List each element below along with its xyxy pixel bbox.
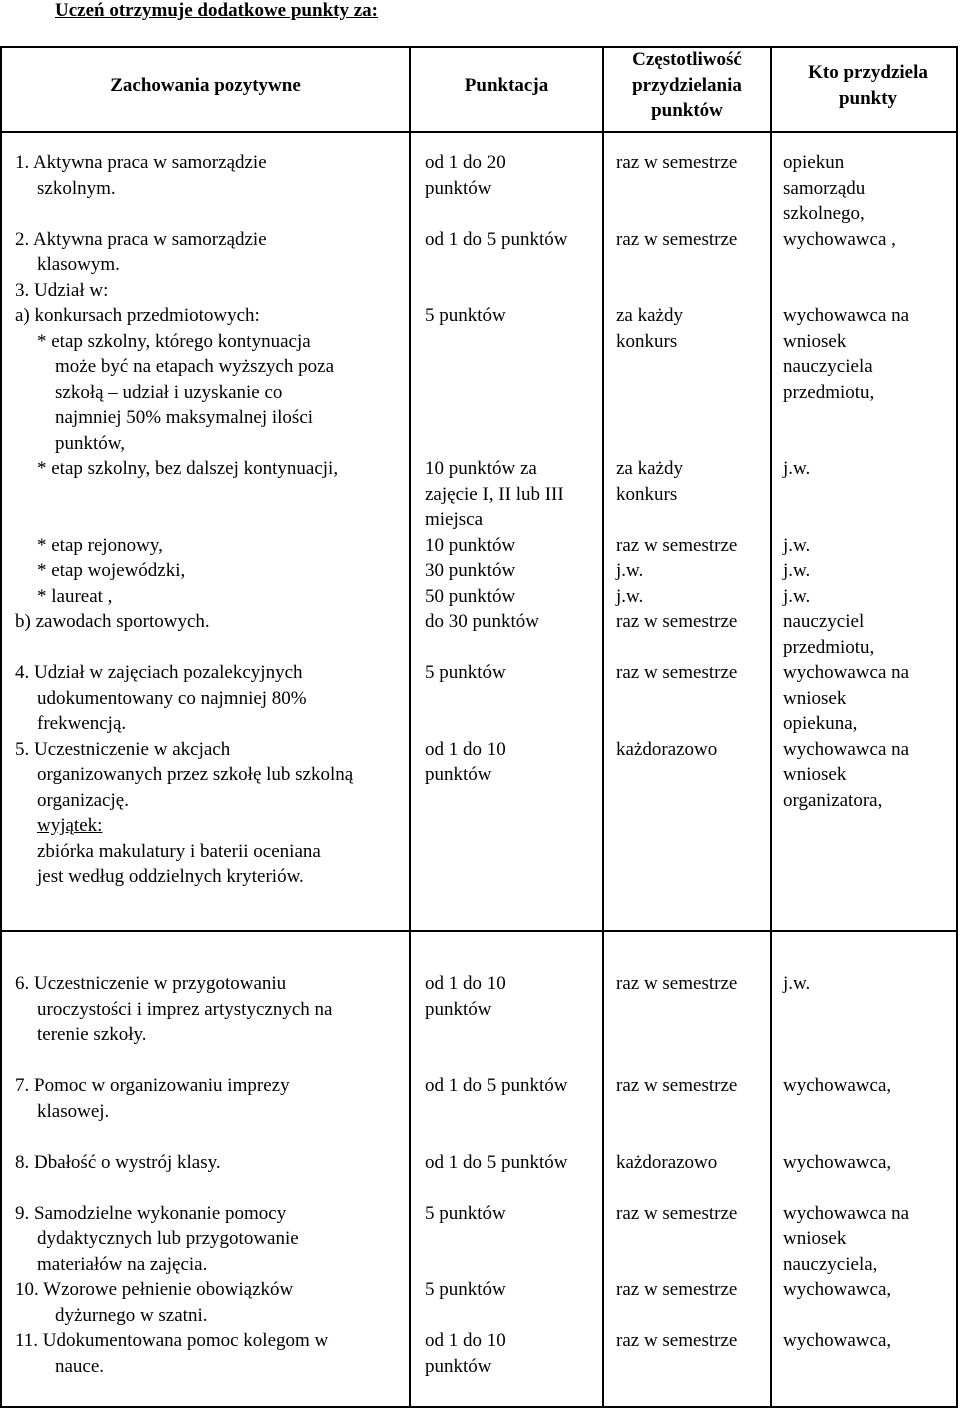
cell-line: * etap szkolny, którego kontynuacja <box>37 330 311 352</box>
cell-line: * etap wojewódzki, <box>37 560 186 581</box>
cell-line: punktów, <box>55 432 126 454</box>
cell-line: wychowawca, <box>783 1330 892 1351</box>
cell-line: 30 punktów <box>425 560 516 581</box>
cell-line <box>616 997 737 1023</box>
cell-line: najmniej 50% maksymalnej ilości <box>55 407 314 428</box>
cell-line: a) konkursach przedmiotowych: <box>15 305 260 326</box>
cell-line <box>425 1175 568 1201</box>
cell-line: b) zawodach sportowych. <box>15 611 210 632</box>
cell-line: szkołą – udział i uzyskanie co <box>55 381 283 403</box>
cell-line: 3. Udział w: <box>15 279 109 301</box>
cell-line: wychowawca, <box>783 1279 892 1300</box>
header-frequency: Częstotliwość przydzielania punktów <box>632 49 742 121</box>
section2-who <box>783 971 909 1354</box>
page-title: Uczeń otrzymuje dodatkowe punkty za: <box>55 0 378 21</box>
cell-line <box>425 1048 568 1074</box>
cell-line <box>425 1099 568 1125</box>
cell-line <box>616 278 737 304</box>
section2-frequency <box>616 971 737 1354</box>
cell-line: każdorazowo <box>616 738 718 760</box>
cell-line <box>616 380 737 406</box>
cell-line <box>15 635 353 661</box>
section-divider <box>0 930 958 932</box>
cell-line: jest według oddzielnych kryteriów. <box>37 866 304 887</box>
cell-line: terenie szkoły. <box>37 1024 147 1045</box>
cell-line: dyżurnego w szatni. <box>55 1304 208 1326</box>
cell-line: 7. Pomoc w organizowaniu imprezy <box>15 1075 290 1096</box>
cell-line <box>783 1124 909 1150</box>
cell-line <box>616 176 737 202</box>
section2-behaviours <box>15 971 332 1379</box>
cell-line <box>425 686 568 712</box>
cell-line: konkurs <box>616 483 678 505</box>
cell-line: wychowawca, <box>783 1151 892 1173</box>
cell-line: * etap szkolny, bez dalszej kontynuacji, <box>37 458 339 479</box>
cell-line: 10 punktów za <box>425 458 537 479</box>
cell-line: szkolnego, <box>783 203 865 224</box>
cell-line <box>616 405 737 431</box>
cell-line: j.w. <box>783 458 811 479</box>
cell-line: wniosek <box>783 687 847 709</box>
cell-line: 5 punktów <box>425 662 506 683</box>
cell-line: raz w semestrze <box>616 1279 738 1300</box>
cell-line <box>783 431 909 457</box>
cell-line: opiekun <box>783 152 845 173</box>
cell-line: punktów <box>425 177 492 199</box>
cell-line <box>783 278 909 304</box>
cell-line <box>425 201 568 227</box>
cell-line: wychowawca, <box>783 1075 892 1096</box>
cell-line <box>783 1303 909 1329</box>
cell-line: przedmiotu, <box>783 636 875 658</box>
cell-line: wniosek <box>783 1228 847 1249</box>
cell-line <box>783 507 909 533</box>
cell-line: 5 punktów <box>425 1279 506 1300</box>
cell-line: samorządu <box>783 177 866 199</box>
cell-line <box>783 1175 909 1201</box>
cell-line: raz w semestrze <box>616 611 738 632</box>
cell-line: 4. Udział w zajęciach pozalekcyjnych <box>15 662 303 683</box>
cell-line <box>783 997 909 1023</box>
cell-line: 1. Aktywna praca w samorządzie <box>15 152 267 173</box>
cell-line: wychowawca na <box>783 1202 910 1224</box>
cell-line: raz w semestrze <box>616 973 738 994</box>
cell-line <box>425 252 568 278</box>
cell-line <box>425 354 568 380</box>
cell-line <box>616 201 737 227</box>
cell-line: wychowawca na <box>783 662 910 683</box>
cell-line: raz w semestrze <box>616 228 738 250</box>
cell-line: udokumentowany co najmniej 80% <box>37 687 307 709</box>
cell-line: raz w semestrze <box>616 1075 738 1096</box>
cell-line: 10 punktów <box>425 534 516 556</box>
cell-line <box>425 711 568 737</box>
cell-line: punktów <box>425 1355 492 1377</box>
header-behaviour: Zachowania pozytywne <box>110 75 301 96</box>
cell-line <box>15 507 353 533</box>
section2-points <box>425 971 568 1379</box>
cell-line <box>15 1048 332 1074</box>
cell-line: 11. Udokumentowana pomoc kolegom w <box>15 1330 329 1351</box>
cell-line: od 1 do 10 <box>425 973 506 994</box>
cell-line: nauczyciela <box>783 356 873 377</box>
cell-line: od 1 do 5 punktów <box>425 1151 568 1173</box>
cell-line: od 1 do 5 punktów <box>425 228 568 250</box>
cell-line: raz w semestrze <box>616 662 738 683</box>
cell-line <box>616 1175 737 1201</box>
cell-line: 10. Wzorowe pełnienie obowiązków <box>15 1279 294 1300</box>
cell-line <box>783 482 909 508</box>
cell-line: 2. Aktywna praca w samorządzie <box>15 228 267 250</box>
cell-line <box>616 686 737 712</box>
header-who: Kto przydziela punkty <box>808 62 928 109</box>
cell-line: dydaktycznych lub przygotowanie <box>37 1228 299 1249</box>
cell-line <box>425 1303 568 1329</box>
header-points: Punktacja <box>464 75 549 96</box>
cell-line: od 1 do 10 <box>425 1330 506 1351</box>
cell-line: uroczystości i imprez artystycznych na <box>37 998 333 1020</box>
cell-line: wychowawca na <box>783 738 910 760</box>
cell-line: materiałów na zajęcia. <box>37 1253 208 1275</box>
cell-line: 5 punktów <box>425 1202 506 1224</box>
cell-line: szkolnym. <box>37 177 116 199</box>
cell-line <box>425 405 568 431</box>
cell-line: 5 punktów <box>425 305 506 326</box>
cell-line: raz w semestrze <box>616 152 738 173</box>
section1-frequency <box>616 150 737 762</box>
column-divider <box>409 46 411 1408</box>
cell-line <box>783 1048 909 1074</box>
cell-line: organizację. <box>37 789 129 811</box>
column-divider <box>602 46 604 1408</box>
cell-line: od 1 do 5 punktów <box>425 1075 568 1096</box>
cell-line: organizatora, <box>783 789 883 811</box>
cell-line <box>616 1022 737 1048</box>
cell-line: * etap rejonowy, <box>37 534 163 556</box>
cell-line <box>616 1099 737 1125</box>
cell-line <box>425 1022 568 1048</box>
cell-line: 5. Uczestniczenie w akcjach <box>15 738 231 760</box>
cell-line <box>425 380 568 406</box>
header-divider <box>0 131 958 133</box>
cell-line <box>616 1124 737 1150</box>
cell-line: j.w. <box>616 585 644 607</box>
cell-line <box>15 201 353 227</box>
cell-line: * laureat , <box>37 585 113 607</box>
section1-points <box>425 150 568 788</box>
cell-line: nauczyciela, <box>783 1253 878 1275</box>
cell-line: każdorazowo <box>616 1151 718 1173</box>
cell-line <box>783 252 909 278</box>
cell-line <box>616 1303 737 1329</box>
cell-line: punktów <box>425 998 492 1020</box>
cell-line <box>616 1252 737 1278</box>
cell-line: od 1 do 20 <box>425 152 506 173</box>
cell-line: raz w semestrze <box>616 1330 738 1351</box>
cell-line: 9. Samodzielne wykonanie pomocy <box>15 1202 287 1224</box>
cell-line <box>783 405 909 431</box>
cell-line: klasowym. <box>37 254 120 275</box>
cell-line: może być na etapach wyższych poza <box>55 356 335 377</box>
cell-line <box>425 278 568 304</box>
cell-line: zbiórka makulatury i baterii oceniana <box>37 840 321 862</box>
cell-line: do 30 punktów <box>425 611 539 632</box>
cell-line: j.w. <box>616 560 644 581</box>
cell-line <box>425 431 568 457</box>
cell-line <box>425 1124 568 1150</box>
cell-line: nauczyciel <box>783 611 865 632</box>
section1-who <box>783 150 909 813</box>
cell-line <box>783 1099 909 1125</box>
cell-line: konkurs <box>616 330 678 352</box>
cell-line <box>616 431 737 457</box>
cell-line <box>616 635 737 661</box>
section1-behaviours <box>15 150 353 890</box>
cell-line <box>15 1124 332 1150</box>
cell-line: j.w. <box>783 560 811 581</box>
cell-line: nauce. <box>55 1355 105 1377</box>
column-divider <box>770 46 772 1408</box>
cell-line: miejsca <box>425 509 484 530</box>
cell-line <box>616 252 737 278</box>
cell-line: klasowej. <box>37 1100 110 1122</box>
cell-line: j.w. <box>783 973 811 994</box>
cell-line: wychowawca na <box>783 305 910 326</box>
cell-line <box>425 329 568 355</box>
cell-line <box>616 1226 737 1252</box>
cell-line: wniosek <box>783 330 847 352</box>
cell-line <box>616 711 737 737</box>
cell-line: raz w semestrze <box>616 1202 738 1224</box>
cell-line: 50 punktów <box>425 585 516 607</box>
cell-line <box>15 482 353 508</box>
cell-line: frekwencją. <box>37 713 127 734</box>
cell-line <box>15 1175 332 1201</box>
cell-line: punktów <box>425 764 492 785</box>
cell-line <box>616 1048 737 1074</box>
cell-line: organizowanych przez szkołę lub szkolną <box>37 764 354 785</box>
cell-line <box>425 1226 568 1252</box>
cell-line: przedmiotu, <box>783 381 875 403</box>
cell-line: wniosek <box>783 764 847 785</box>
cell-line <box>616 507 737 533</box>
cell-line <box>616 354 737 380</box>
cell-line: zajęcie I, II lub III <box>425 483 564 505</box>
cell-line <box>425 635 568 661</box>
cell-line: wychowawca , <box>783 228 896 250</box>
cell-line: 6. Uczestniczenie w przygotowaniu <box>15 973 287 994</box>
cell-line: j.w. <box>783 585 811 607</box>
cell-line: opiekuna, <box>783 713 858 734</box>
cell-line: raz w semestrze <box>616 534 738 556</box>
cell-line: za każdy <box>616 305 683 326</box>
cell-line: 8. Dbałość o wystrój klasy. <box>15 1151 221 1173</box>
cell-line: j.w. <box>783 534 811 556</box>
cell-line: wyjątek: <box>37 815 103 836</box>
cell-line: od 1 do 10 <box>425 738 506 760</box>
cell-line <box>425 1252 568 1278</box>
cell-line: za każdy <box>616 458 683 479</box>
cell-line <box>783 1022 909 1048</box>
